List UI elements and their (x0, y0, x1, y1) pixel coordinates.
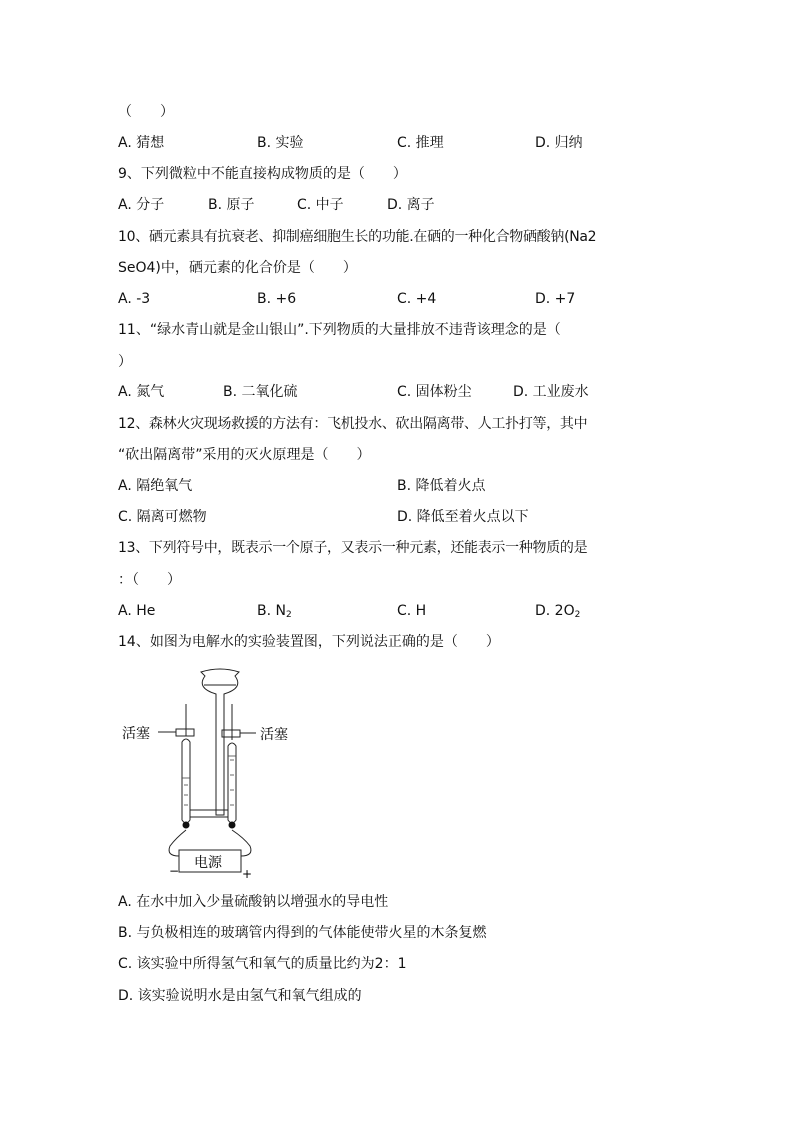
option: A. 隔绝氧气 (118, 478, 193, 494)
stopcock-label-left: 活塞 (122, 726, 150, 742)
option: C. 隔离可燃物 (118, 509, 207, 525)
question-stem: 9、下列微粒中不能直接构成物质的是（ ） (118, 166, 407, 182)
option: C. 推理 (397, 135, 444, 151)
question-stem-cont: ） (118, 354, 132, 370)
question-stem: 12、森林火灾现场救援的方法有：飞机投水、砍出隔离带、人工扑打等，其中 (118, 416, 588, 432)
option: A. -3 (118, 291, 151, 307)
option: D. 工业废水 (513, 384, 589, 400)
option: C. 固体粉尘 (397, 384, 472, 400)
option: A. 猜想 (118, 135, 165, 151)
question-stem-cont: SeO4)中，硒元素的化合价是（ ） (118, 260, 357, 276)
option: C. H (397, 603, 427, 619)
option: B. 降低着火点 (397, 478, 486, 494)
question-stem-cont: ：（ ） (118, 572, 181, 588)
option: C. +4 (397, 291, 437, 307)
option: B. 原子 (208, 197, 255, 213)
option: C. 中子 (297, 197, 344, 213)
option: B. 实验 (257, 135, 304, 151)
question-stem: 10、硒元素具有抗衰老、抑制癌细胞生长的功能.在硒的一种化合物硒酸钠(Na2 (118, 229, 597, 245)
question-stem-cont: “砍出隔离带”采用的灭火原理是（ ） (118, 447, 371, 463)
option: D. +7 (535, 291, 576, 307)
option: B. 二氧化硫 (223, 384, 298, 400)
option: D. 离子 (387, 197, 435, 213)
option: B. $N_2$ (257, 603, 292, 620)
positive-terminal: + (242, 867, 253, 880)
option: A. 氮气 (118, 384, 165, 400)
stopcock-label-right: 活塞 (260, 727, 288, 743)
electrolysis-apparatus-diagram (120, 660, 320, 880)
option: C. 该实验中所得氢气和氧气的质量比约为2：1 (118, 956, 407, 972)
option: B. 与负极相连的玻璃管内得到的气体能使带火星的木条复燃 (118, 925, 487, 941)
question-stem: 14、如图为电解水的实验装置图，下列说法正确的是（ ） (118, 634, 500, 650)
power-supply-label: 电源 (194, 855, 222, 871)
option: D. 归纳 (535, 135, 583, 151)
option: D. 该实验说明水是由氢气和氧气组成的 (118, 988, 362, 1004)
q8-tail: （ ） (118, 104, 174, 120)
question-stem: 13、下列符号中，既表示一个原子，又表示一种元素，还能表示一种物质的是 (118, 540, 588, 556)
option: B. +6 (257, 291, 297, 307)
option: A. 分子 (118, 197, 165, 213)
option: A. He (118, 603, 156, 619)
negative-terminal: − (169, 864, 180, 878)
option: D. $2O_2$ (535, 603, 581, 620)
option: A. 在水中加入少量硫酸钠以增强水的导电性 (118, 894, 389, 910)
question-stem: 11、“绿水青山就是金山银山”.下列物质的大量排放不违背该理念的是（ (118, 322, 561, 338)
option: D. 降低至着火点以下 (397, 509, 529, 525)
